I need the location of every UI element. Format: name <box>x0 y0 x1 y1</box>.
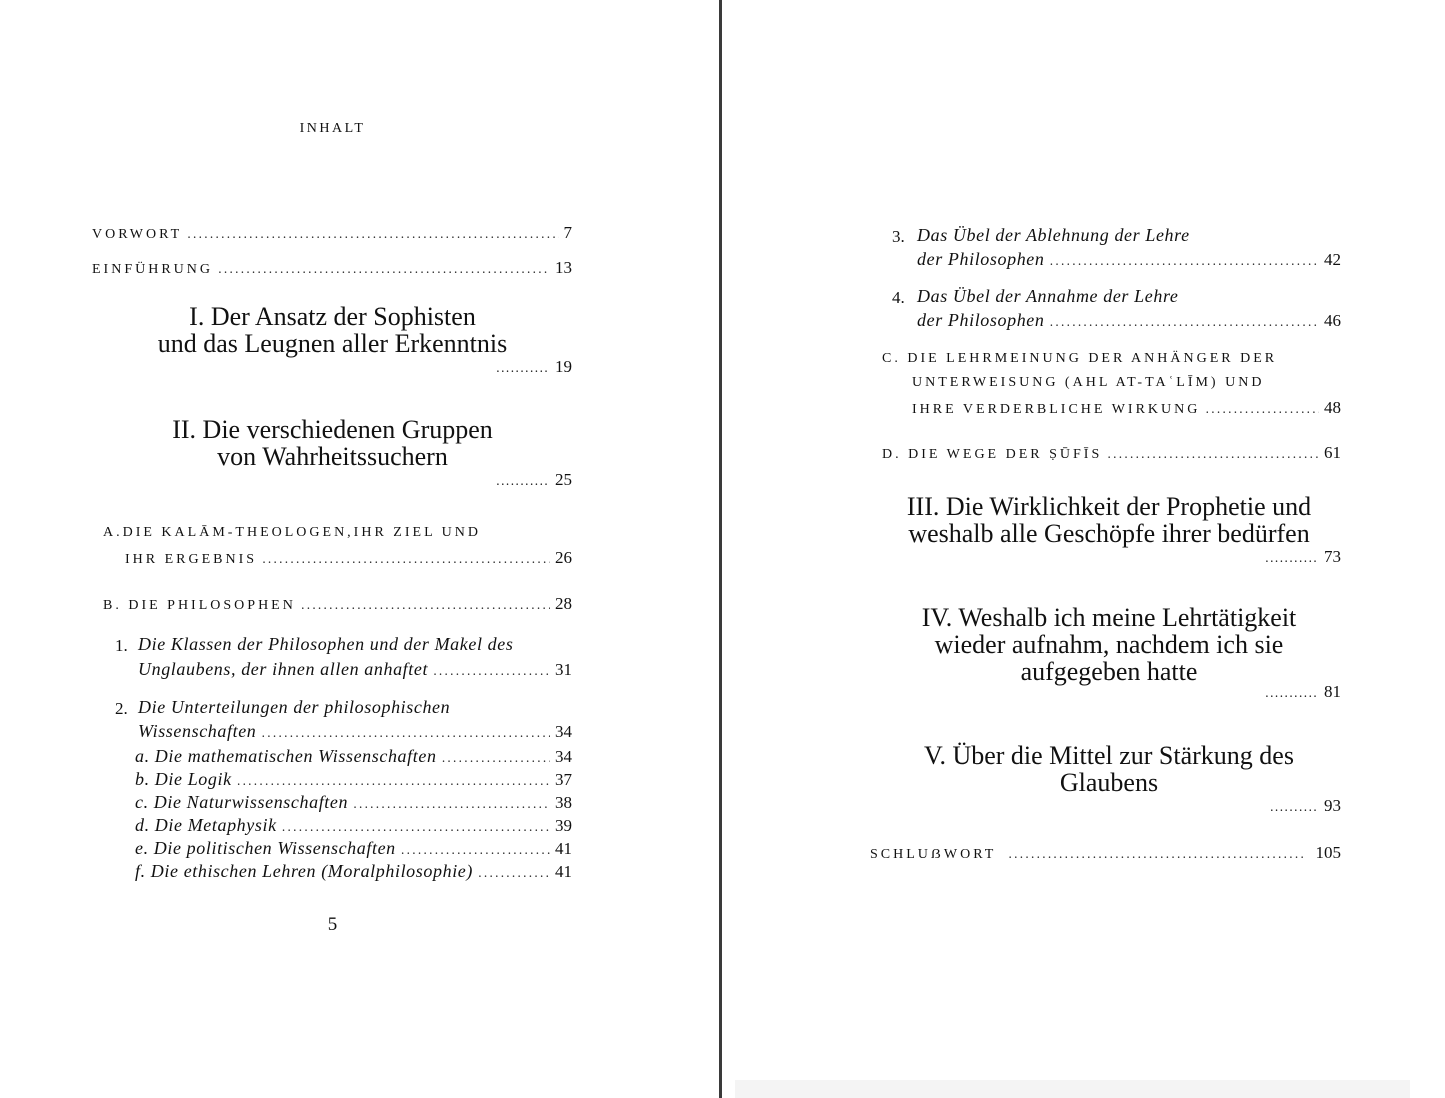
chapter-title-line: und das Leugnen aller Erkenntnis <box>157 329 508 358</box>
page-number: 34 <box>555 722 572 741</box>
dot-leader: ........... <box>496 474 549 488</box>
toc-entry-schlusswort[interactable] <box>870 843 1341 863</box>
page-number: 41 <box>555 839 572 858</box>
entry-label: der Philosophen <box>917 310 1045 330</box>
chapter-2-heading[interactable] <box>0 416 665 470</box>
chapter-title-line: weshalb alle Geschöpfe ihrer bedürfen <box>908 519 1310 548</box>
sub-3-entry[interactable] <box>917 249 1341 270</box>
chapter-3-heading[interactable] <box>844 493 1374 547</box>
section-a-entry[interactable] <box>125 548 572 568</box>
entry-label: a. Die mathematischen Wissenschaften <box>135 746 437 766</box>
chapter-title-line: von Wahrheitssuchern <box>217 442 448 471</box>
toc-entry-vorwort[interactable] <box>92 223 572 243</box>
sub-4-entry[interactable] <box>917 310 1341 331</box>
page-number: 26 <box>555 548 572 567</box>
dot-leader: ........... <box>1265 551 1318 565</box>
chapter-title-line: III. Die Wirklichkeit der Prophetie und <box>906 492 1312 521</box>
subitem-c[interactable] <box>135 792 572 813</box>
chapter-1-heading[interactable] <box>0 303 665 357</box>
entry-label: B. DIE PHILOSOPHEN <box>103 598 296 613</box>
dot-leader: .......... <box>1269 800 1318 814</box>
dot-leader <box>1050 315 1320 329</box>
sub-2-line1[interactable]: Die Unterteilungen der philosophischen <box>138 697 451 717</box>
dot-leader <box>237 774 550 788</box>
chapter-4-heading[interactable] <box>844 604 1374 685</box>
page-number: 48 <box>1324 398 1341 417</box>
dot-leader: ........... <box>496 361 549 375</box>
section-d-entry[interactable] <box>882 443 1341 463</box>
sub-4-line1[interactable]: Das Übel der Annahme der Lehre <box>917 286 1179 306</box>
page-number: 25 <box>555 470 572 489</box>
entry-label: SCHLUẞWORT <box>870 847 997 862</box>
entry-label: EINFÜHRUNG <box>92 262 213 277</box>
section-c-entry[interactable] <box>912 398 1341 418</box>
dot-leader <box>1205 402 1319 416</box>
page-number: 7 <box>563 223 572 242</box>
dot-leader <box>401 843 550 857</box>
dot-leader <box>1008 847 1303 861</box>
chapter-5-heading[interactable] <box>844 742 1374 796</box>
subitem-a[interactable] <box>135 746 572 767</box>
section-a-line1[interactable]: A.DIE KALĀM-THEOLOGEN,IHR ZIEL UND <box>103 525 481 540</box>
page-number: 13 <box>555 258 572 277</box>
sub-3-line1[interactable]: Das Übel der Ablehnung der Lehre <box>917 225 1190 245</box>
sub-1-number: 1. <box>115 636 128 655</box>
entry-label: IHRE VERDERBLICHE WIRKUNG <box>912 402 1201 417</box>
dot-leader <box>1050 254 1320 268</box>
dot-leader <box>218 262 550 276</box>
dot-leader <box>262 552 550 566</box>
right-page <box>724 0 1445 1098</box>
chapter-1-page <box>490 357 572 377</box>
chapter-5-page <box>1259 796 1341 816</box>
chapter-title-line: V. Über die Mittel zur Stärkung des <box>924 741 1294 770</box>
dot-leader <box>442 751 550 765</box>
entry-label: e. Die politischen Wissenschaften <box>135 838 396 858</box>
chapter-title-line: wieder aufnahm, nachdem ich sie <box>934 630 1284 659</box>
page-number: 34 <box>555 747 572 766</box>
page-number: 38 <box>555 793 572 812</box>
page-number: 19 <box>555 357 572 376</box>
page-number: 93 <box>1324 796 1341 815</box>
chapter-4-page <box>1259 682 1341 702</box>
sub-2-entry[interactable] <box>138 721 572 742</box>
sub-1-line1[interactable]: Die Klassen der Philosophen und der Makel des <box>138 634 514 654</box>
chapter-title-line: I. Der Ansatz der Sophisten <box>189 302 476 331</box>
entry-label: der Philosophen <box>917 249 1045 269</box>
section-c-line1[interactable]: C. DIE LEHRMEINUNG DER ANHÄNGER DER <box>882 351 1278 366</box>
folio-page-number: 5 <box>327 914 338 935</box>
page-number: 46 <box>1324 311 1341 330</box>
chapter-3-page <box>1259 547 1341 567</box>
page-number: 37 <box>555 770 572 789</box>
entry-label: d. Die Metaphysik <box>135 815 277 835</box>
page-number: 81 <box>1324 682 1341 701</box>
entry-label: VORWORT <box>92 227 183 242</box>
page-number: 73 <box>1324 547 1341 566</box>
left-page <box>0 0 720 1098</box>
chapter-title-line: II. Die verschiedenen Gruppen <box>172 415 493 444</box>
dot-leader <box>301 598 550 612</box>
chapter-title-line: aufgegeben hatte <box>1020 657 1198 686</box>
dot-leader <box>433 664 550 678</box>
sub-3-number: 3. <box>892 227 905 246</box>
toc-entry-einfuehrung[interactable] <box>92 258 572 278</box>
chapter-2-page <box>490 470 572 490</box>
dot-leader <box>1107 447 1319 461</box>
entry-label: IHR ERGEBNIS <box>125 552 258 567</box>
entry-label: Unglaubens, der ihnen allen anhaftet <box>138 659 429 679</box>
sub-2-number: 2. <box>115 699 128 718</box>
page-number: 42 <box>1324 250 1341 269</box>
entry-label: D. DIE WEGE DER ṢŪFĪS <box>882 447 1103 462</box>
toc-header: INHALT <box>299 121 366 136</box>
page-number: 41 <box>555 862 572 881</box>
sub-1-entry[interactable] <box>138 659 572 680</box>
entry-label: b. Die Logik <box>135 769 232 789</box>
entry-label: c. Die Naturwissenschaften <box>135 792 349 812</box>
page-number: 31 <box>555 660 572 679</box>
dot-leader <box>261 726 550 740</box>
subitem-d[interactable] <box>135 815 572 836</box>
chapter-title-line: Glaubens <box>1059 768 1159 797</box>
dot-leader <box>187 227 558 241</box>
chapter-title-line: IV. Weshalb ich meine Lehrtätigkeit <box>921 603 1297 632</box>
section-c-line2[interactable]: UNTERWEISUNG (AHL AT-TAʿLĪM) UND <box>912 375 1265 390</box>
page-number: 61 <box>1324 443 1341 462</box>
dot-leader <box>282 820 550 834</box>
subitem-e[interactable] <box>135 838 572 859</box>
dot-leader: ........... <box>1265 686 1318 700</box>
page-number: 28 <box>555 594 572 613</box>
entry-label: f. Die ethischen Lehren (Moralphilosophie) <box>135 861 473 881</box>
entry-label: Wissenschaften <box>138 721 257 741</box>
page-number: 105 <box>1315 843 1341 862</box>
sub-4-number: 4. <box>892 288 905 307</box>
page-number: 39 <box>555 816 572 835</box>
section-b-entry[interactable] <box>103 594 572 614</box>
subitem-f[interactable] <box>135 861 572 882</box>
dot-leader <box>478 866 550 880</box>
dot-leader <box>353 797 550 811</box>
subitem-b[interactable] <box>135 769 572 790</box>
